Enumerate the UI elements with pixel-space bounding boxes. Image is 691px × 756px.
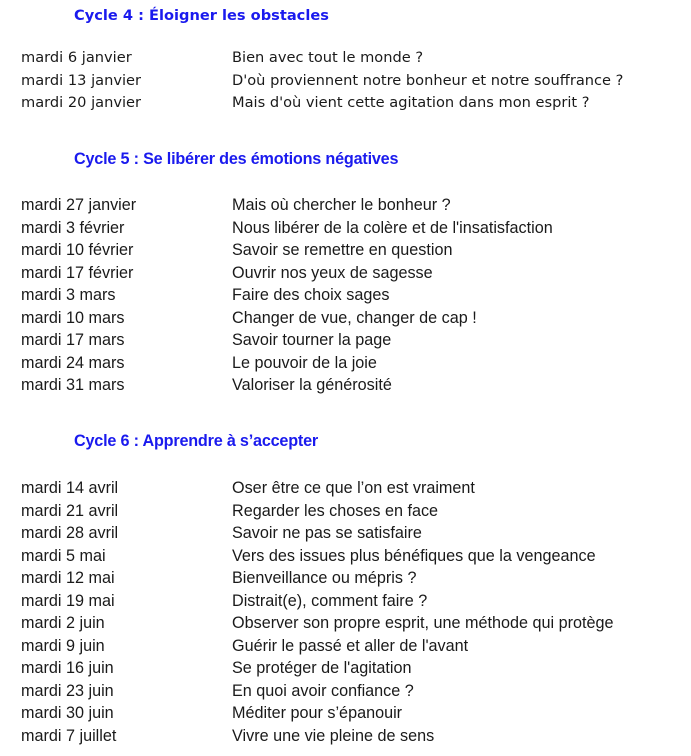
- session-date: mardi 21 avril: [21, 501, 119, 520]
- session-date: mardi 17 février: [21, 263, 134, 282]
- session-topic: D'où proviennent notre bonheur et notre souffrance ?: [232, 71, 624, 89]
- session-topic: Mais d'où vient cette agitation dans mon esprit ?: [232, 94, 590, 111]
- session-topic: Ouvrir nos yeux de sagesse: [232, 263, 433, 282]
- session-topic: Le pouvoir de la joie: [232, 353, 377, 372]
- session-topic: Vivre une vie pleine de sens: [232, 726, 435, 745]
- session-date: mardi 31 mars: [21, 376, 125, 394]
- session-date: mardi 17 mars: [21, 331, 125, 349]
- session-date: mardi 23 juin: [21, 681, 114, 700]
- cycle-title: Cycle 4 : Éloigner les obstacles: [74, 7, 329, 24]
- cycle-title: Cycle 6 : Apprendre à s’accepter: [74, 432, 319, 450]
- session-date: mardi 13 janvier: [21, 71, 141, 89]
- session-topic: Changer de vue, changer de cap !: [232, 308, 477, 327]
- session-date: mardi 14 avril: [21, 479, 119, 497]
- session-topic: En quoi avoir confiance ?: [232, 681, 414, 700]
- session-date: mardi 28 avril: [21, 524, 119, 542]
- session-topic: Valoriser la générosité: [232, 376, 392, 394]
- session-topic: Savoir ne pas se satisfaire: [232, 524, 422, 542]
- session-date: mardi 5 mai: [21, 546, 106, 565]
- session-topic: Oser être ce que l’on est vraiment: [232, 479, 475, 497]
- session-date: mardi 27 janvier: [21, 196, 137, 214]
- session-topic: Se protéger de l'agitation: [232, 659, 412, 677]
- session-topic: Distrait(e), comment faire ?: [232, 591, 428, 610]
- session-topic: Guérir le passé et aller de l'avant: [232, 636, 469, 655]
- session-topic: Bien avec tout le monde ?: [232, 49, 424, 66]
- session-topic: Observer son propre esprit, une méthode qui protège: [232, 614, 614, 632]
- session-topic: Regarder les choses en face: [232, 501, 439, 520]
- session-topic: Vers des issues plus bénéfiques que la vengeance: [232, 546, 596, 565]
- session-topic: Nous libérer de la colère et de l'insatisfaction: [232, 218, 553, 237]
- session-date: mardi 24 mars: [21, 353, 125, 372]
- session-date: mardi 30 juin: [21, 704, 114, 722]
- session-topic: Méditer pour s’épanouir: [232, 704, 403, 722]
- session-date: mardi 3 mars: [21, 286, 116, 304]
- session-date: mardi 12 mai: [21, 569, 115, 587]
- session-date: mardi 10 mars: [21, 308, 125, 327]
- session-topic: Mais où chercher le bonheur ?: [232, 196, 451, 214]
- session-date: mardi 7 juillet: [21, 726, 117, 745]
- session-date: mardi 19 mai: [21, 591, 115, 610]
- session-topic: Savoir se remettre en question: [232, 241, 453, 259]
- session-date: mardi 10 février: [21, 241, 134, 259]
- cycle-title: Cycle 5 : Se libérer des émotions négatives: [74, 150, 399, 168]
- session-topic: Bienveillance ou mépris ?: [232, 569, 417, 587]
- session-date: mardi 2 juin: [21, 614, 105, 632]
- session-date: mardi 20 janvier: [21, 94, 141, 111]
- session-topic: Savoir tourner la page: [232, 331, 392, 349]
- session-topic: Faire des choix sages: [232, 286, 390, 304]
- session-date: mardi 16 juin: [21, 659, 114, 677]
- session-date: mardi 6 janvier: [21, 49, 132, 66]
- session-date: mardi 9 juin: [21, 636, 105, 655]
- session-date: mardi 3 février: [21, 218, 125, 237]
